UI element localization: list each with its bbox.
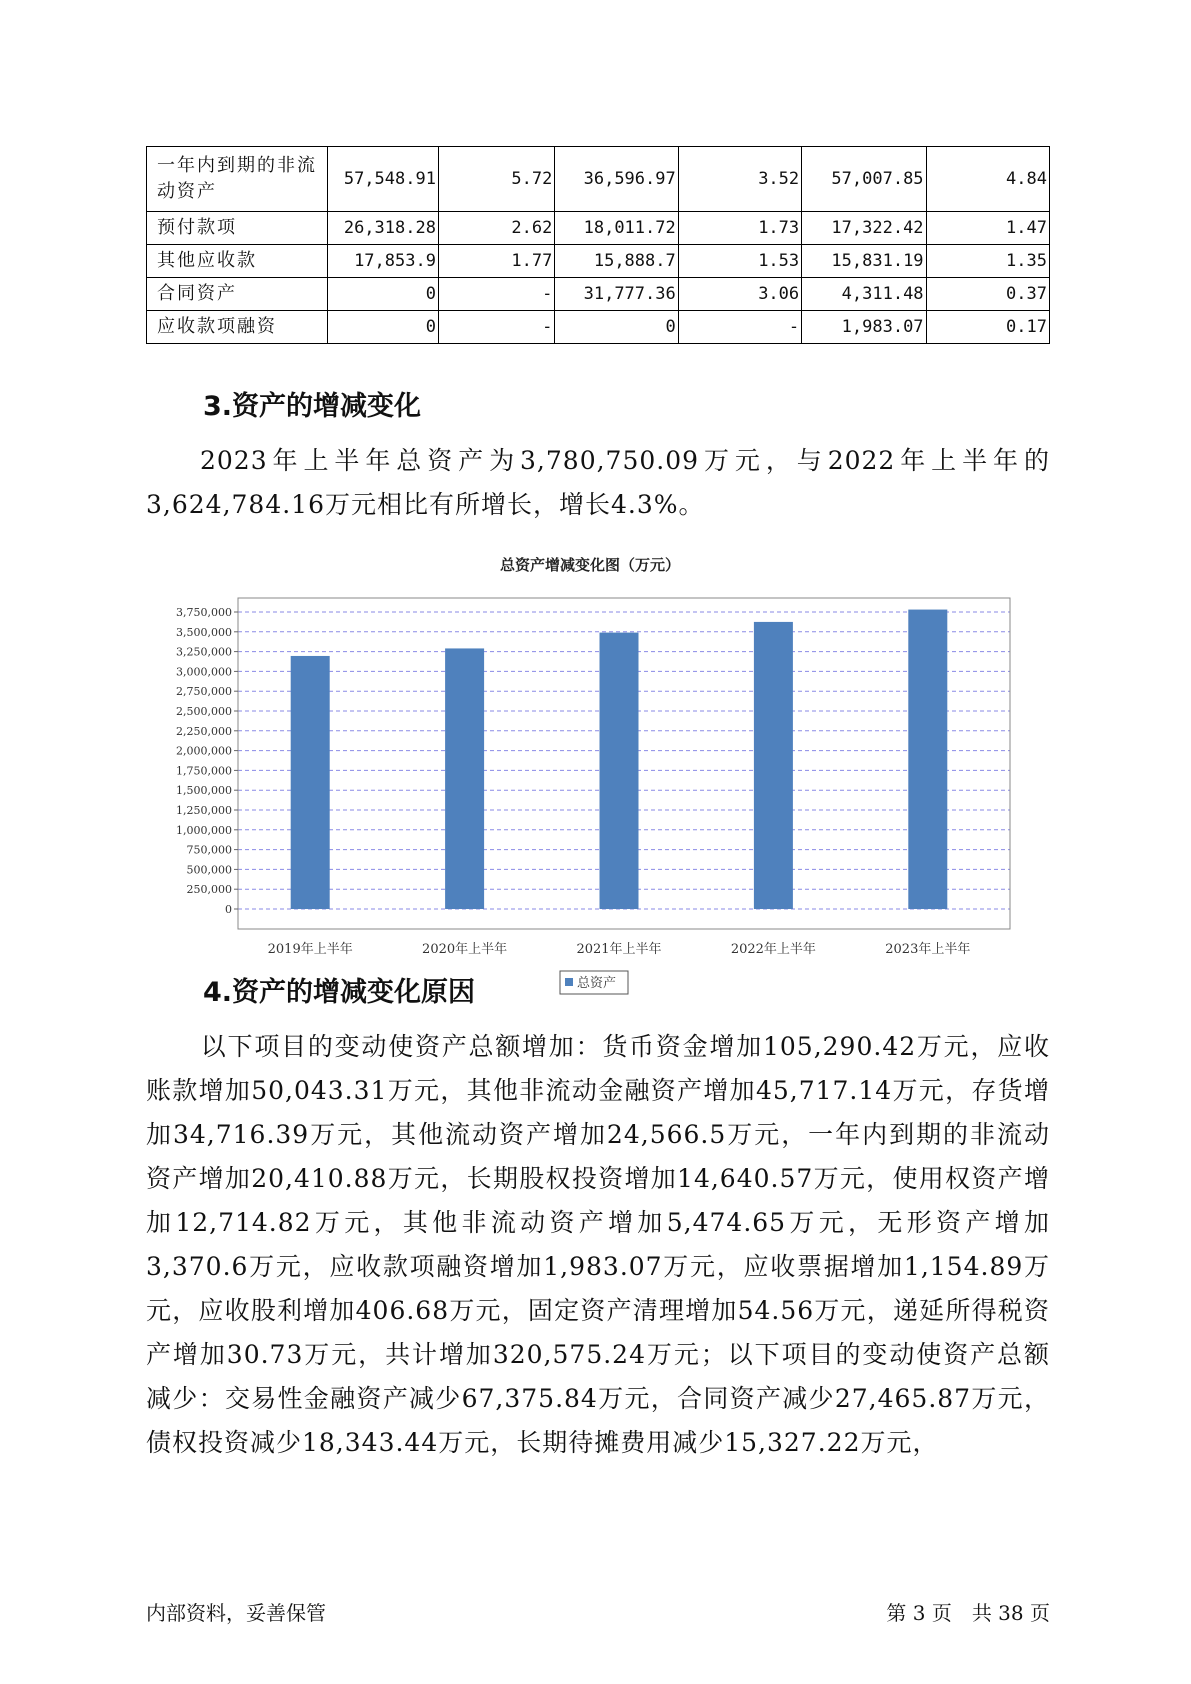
y-tick-label: 1,250,000	[176, 804, 232, 817]
y-tick-label: 750,000	[186, 843, 232, 857]
table-cell: 0	[327, 311, 438, 344]
table-cell: -	[438, 278, 554, 311]
table-row	[147, 245, 1050, 278]
table-cell: 3.52	[678, 147, 801, 212]
section-paragraph	[146, 439, 1050, 527]
table-cell: 4.84	[926, 147, 1049, 212]
legend-swatch	[565, 978, 573, 986]
table-row	[147, 147, 1050, 212]
y-tick-label: 1,750,000	[176, 764, 232, 778]
y-tick-label: 1,000,000	[176, 823, 232, 837]
row-label: 一年内到期的非流动资产	[147, 147, 328, 212]
x-tick-label: 2019年上半年	[267, 942, 353, 957]
chart-bars	[291, 610, 948, 909]
bar	[445, 648, 484, 909]
y-tick-label: 1,500,000	[176, 784, 232, 798]
table-cell: 1.53	[678, 245, 801, 278]
table-cell: 1.35	[926, 245, 1049, 278]
total-assets-bar-chart	[160, 545, 1040, 1015]
x-tick-label: 2022年上半年	[730, 942, 816, 957]
row-label: 应收款项融资	[147, 311, 328, 344]
table-cell: 0	[555, 311, 678, 344]
footer-left: 内部资料，妥善保管	[146, 1601, 326, 1625]
paragraph-text: 以下项目的变动使资产总额增加：货币资金增加105,290.42万元，应收账款增加50,043.31万元，其他非流动金融资产增加45,717.14万元，存货增加34,716.39万元，其他流动资产增加24,566.5万元，一年内到期的非流动资产增加20,410.88万元，长期股权投资增加14,640.57万元，使用权资产增加12,714.82万元，其他非流动资产增加5,474.65万元，无形资产增加3,370.6万元，应收款项融资增加1,983.07万元，应收票据增加1,154.89万元，应收股利增加406.68万元，固定资产清理增加54.56万元，递延所得税资产增加30.73万元，共计增加320,575.24万元；以下项目的变动使资产总额减少：交易性金融资产减少67,375.84万元，合同资产减少27,465.87万元，债权投资减少18,343.44万元，长期待摊费用减少15,327.22万元，	[146, 1032, 1050, 1457]
table-cell: 4,311.48	[802, 278, 926, 311]
bar	[908, 610, 947, 909]
y-tick-label: 0	[225, 903, 232, 916]
table-cell: 15,831.19	[802, 245, 926, 278]
section-paragraph	[146, 1025, 1050, 1465]
table-row	[147, 212, 1050, 245]
table-cell: 3.06	[678, 278, 801, 311]
table-cell: 1,983.07	[802, 311, 926, 344]
table-cell: 36,596.97	[555, 147, 678, 212]
table-row	[147, 311, 1050, 344]
y-tick-label: 2,500,000	[176, 705, 232, 718]
chart-legend	[560, 971, 628, 994]
row-label: 预付款项	[147, 212, 328, 245]
page-number: 第 3 页 共 38 页	[886, 1601, 1050, 1625]
y-tick-label: 500,000	[186, 863, 232, 877]
y-tick-label: 2,250,000	[176, 724, 232, 738]
table-cell: 18,011.72	[555, 212, 678, 245]
bar	[291, 656, 330, 909]
section-heading: 3.资产的增减变化	[203, 391, 422, 422]
section-heading: 4.资产的增减变化原因	[203, 977, 476, 1008]
table-cell: 15,888.7	[555, 245, 678, 278]
table-cell: 17,322.42	[802, 212, 926, 245]
row-label: 合同资产	[147, 278, 328, 311]
row-label: 其他应收款	[147, 245, 328, 278]
table-cell: -	[438, 311, 554, 344]
table-cell: 57,548.91	[327, 147, 438, 212]
paragraph-text: 2023年上半年总资产为3,780,750.09万元，与2022年上半年的3,624,784.16万元相比有所增长，增长4.3%。	[146, 446, 1050, 519]
bar	[600, 633, 639, 909]
y-tick-label: 2,750,000	[176, 685, 232, 699]
table-cell: 17,853.9	[327, 245, 438, 278]
table-cell: 0.37	[926, 278, 1049, 311]
y-tick-label: 250,000	[186, 883, 232, 897]
y-tick-label: 3,000,000	[176, 665, 232, 679]
table-cell: 5.72	[438, 147, 554, 212]
table-cell: 26,318.28	[327, 212, 438, 245]
table-row	[147, 278, 1050, 311]
table-cell: 2.62	[438, 212, 554, 245]
y-tick-label: 3,750,000	[176, 606, 232, 619]
assets-table	[146, 146, 1050, 344]
table-cell: 1.73	[678, 212, 801, 245]
x-tick-label: 2021年上半年	[576, 942, 662, 957]
table-cell: 57,007.85	[802, 147, 926, 212]
y-tick-label: 3,250,000	[176, 645, 232, 659]
y-tick-label: 2,000,000	[176, 744, 232, 758]
chart-title: 总资产增减变化图（万元）	[499, 556, 681, 574]
table-cell: 31,777.36	[555, 278, 678, 311]
y-axis	[176, 606, 238, 916]
table-cell: 1.77	[438, 245, 554, 278]
bar	[754, 622, 793, 909]
x-tick-label: 2023年上半年	[885, 942, 971, 957]
y-tick-label: 3,500,000	[176, 625, 232, 639]
legend-label: 总资产	[577, 976, 617, 991]
x-tick-label: 2020年上半年	[422, 942, 508, 957]
table-cell: 1.47	[926, 212, 1049, 245]
table-cell: -	[678, 311, 801, 344]
x-axis	[268, 941, 971, 957]
table-cell: 0	[327, 278, 438, 311]
table-cell: 0.17	[926, 311, 1049, 344]
